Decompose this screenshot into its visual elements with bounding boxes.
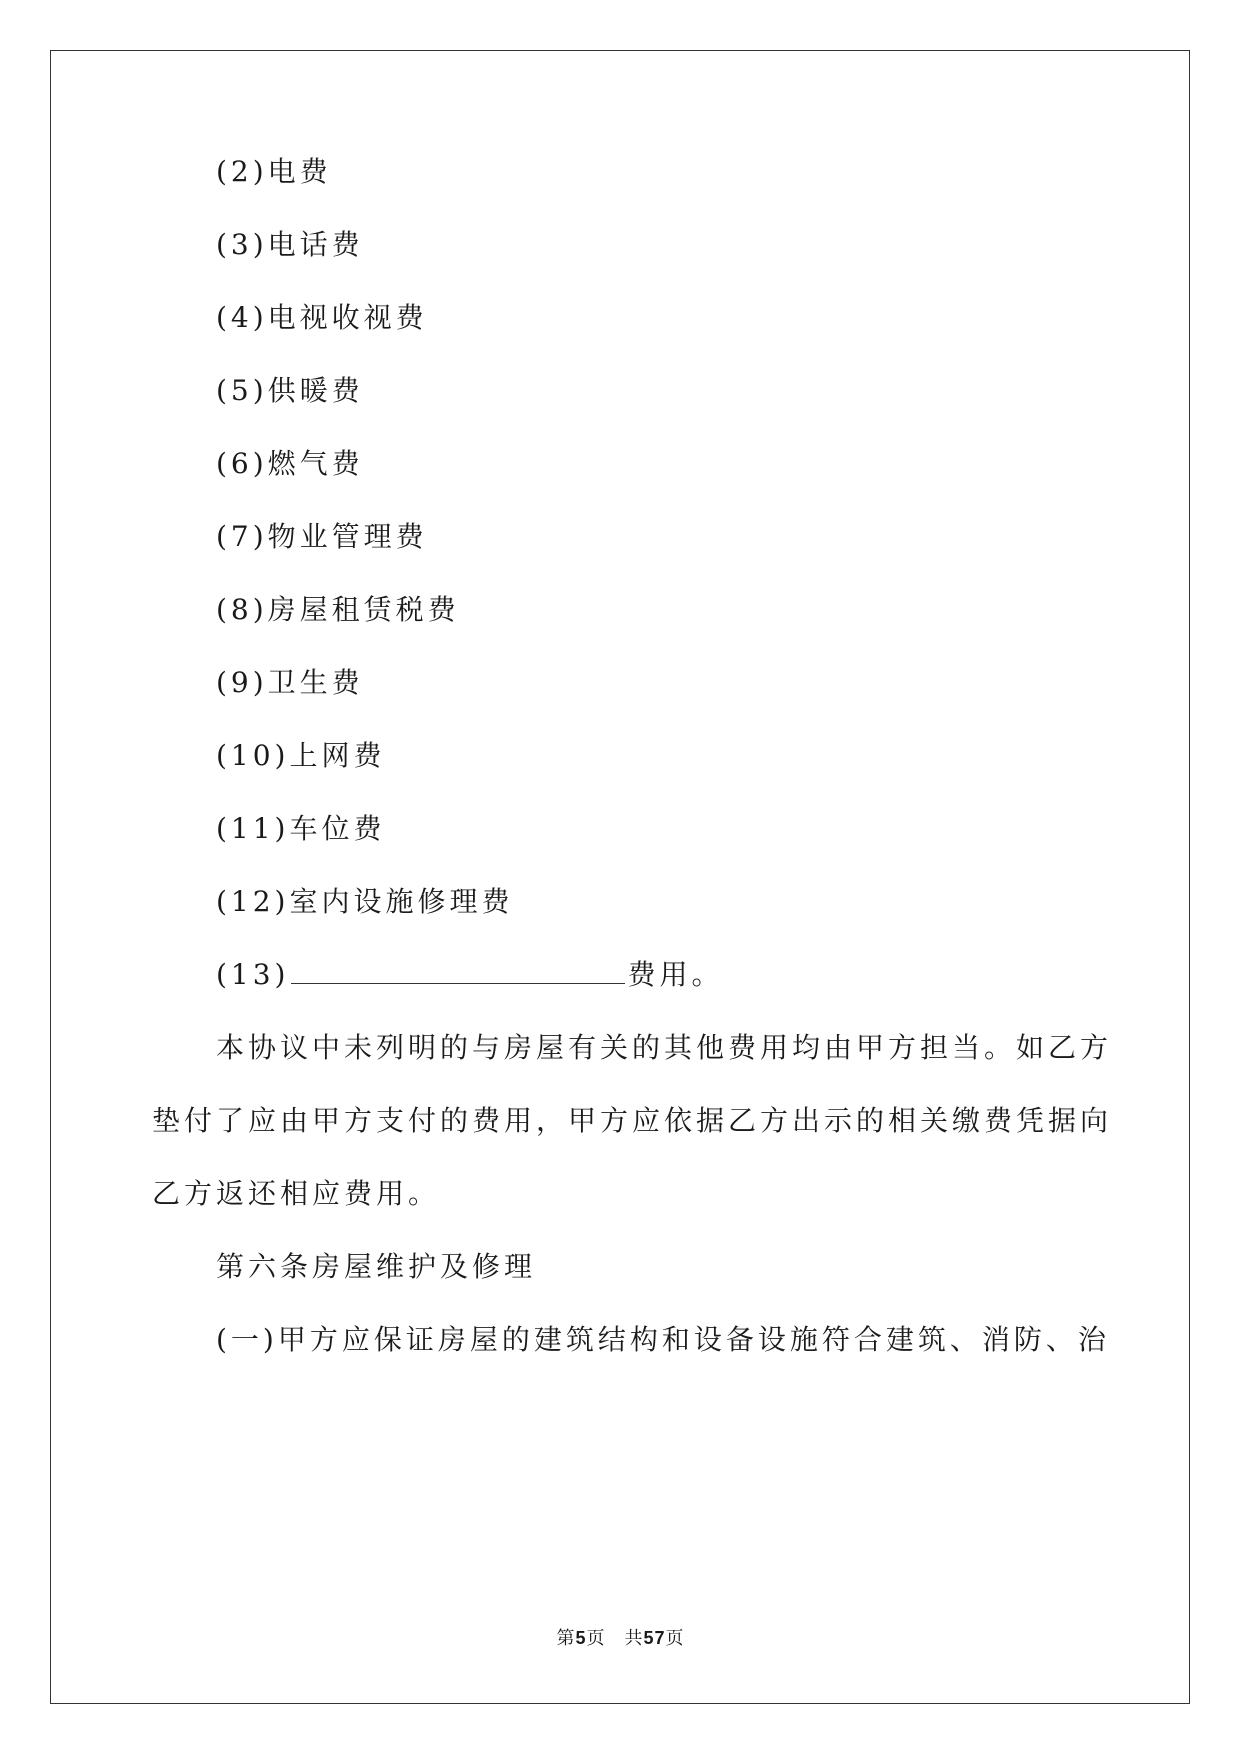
footer-page-prefix: 第	[556, 1628, 576, 1649]
item-6: (6)燃气费	[216, 447, 364, 480]
item-4: (4)电视收视费	[216, 301, 428, 334]
paragraph-line-3: 乙方返还相应费用。	[152, 1177, 441, 1210]
footer-page-suffix: 页	[665, 1628, 685, 1649]
paragraph-line-2: 垫付了应由甲方支付的费用，甲方应依据乙方出示的相关缴费凭据向	[152, 1104, 1113, 1137]
paragraph-line-1: 本协议中未列明的与房屋有关的其他费用均由甲方担当。如乙方	[216, 1031, 1113, 1064]
item-9: (9)卫生费	[216, 666, 364, 699]
page-border	[50, 50, 1190, 1704]
footer-page-mid: 页 共	[586, 1628, 644, 1649]
item-5: (5)供暖费	[216, 374, 364, 407]
item-10: (10)上网费	[216, 739, 386, 772]
item-12: (12)室内设施修理费	[216, 885, 514, 918]
item-13	[216, 958, 724, 991]
article-6-title: 第六条房屋维护及修理	[216, 1250, 537, 1283]
item-7: (7)物业管理费	[216, 520, 428, 553]
page-footer	[0, 1624, 1241, 1650]
item-8: (8)房屋租赁税费	[216, 593, 460, 626]
fill-in-blank[interactable]	[291, 982, 625, 984]
footer-total-pages: 57	[643, 1628, 666, 1648]
item-2: (2)电费	[216, 155, 332, 188]
article-6-item-1: (一)甲方应保证房屋的建筑结构和设备设施符合建筑、消防、治	[216, 1323, 1110, 1356]
item-13-suffix: 费用。	[627, 958, 724, 991]
item-3: (3)电话费	[216, 228, 364, 261]
footer-page-number: 5	[575, 1628, 587, 1648]
item-11: (11)车位费	[216, 812, 386, 845]
item-13-prefix: (13)	[216, 958, 290, 991]
